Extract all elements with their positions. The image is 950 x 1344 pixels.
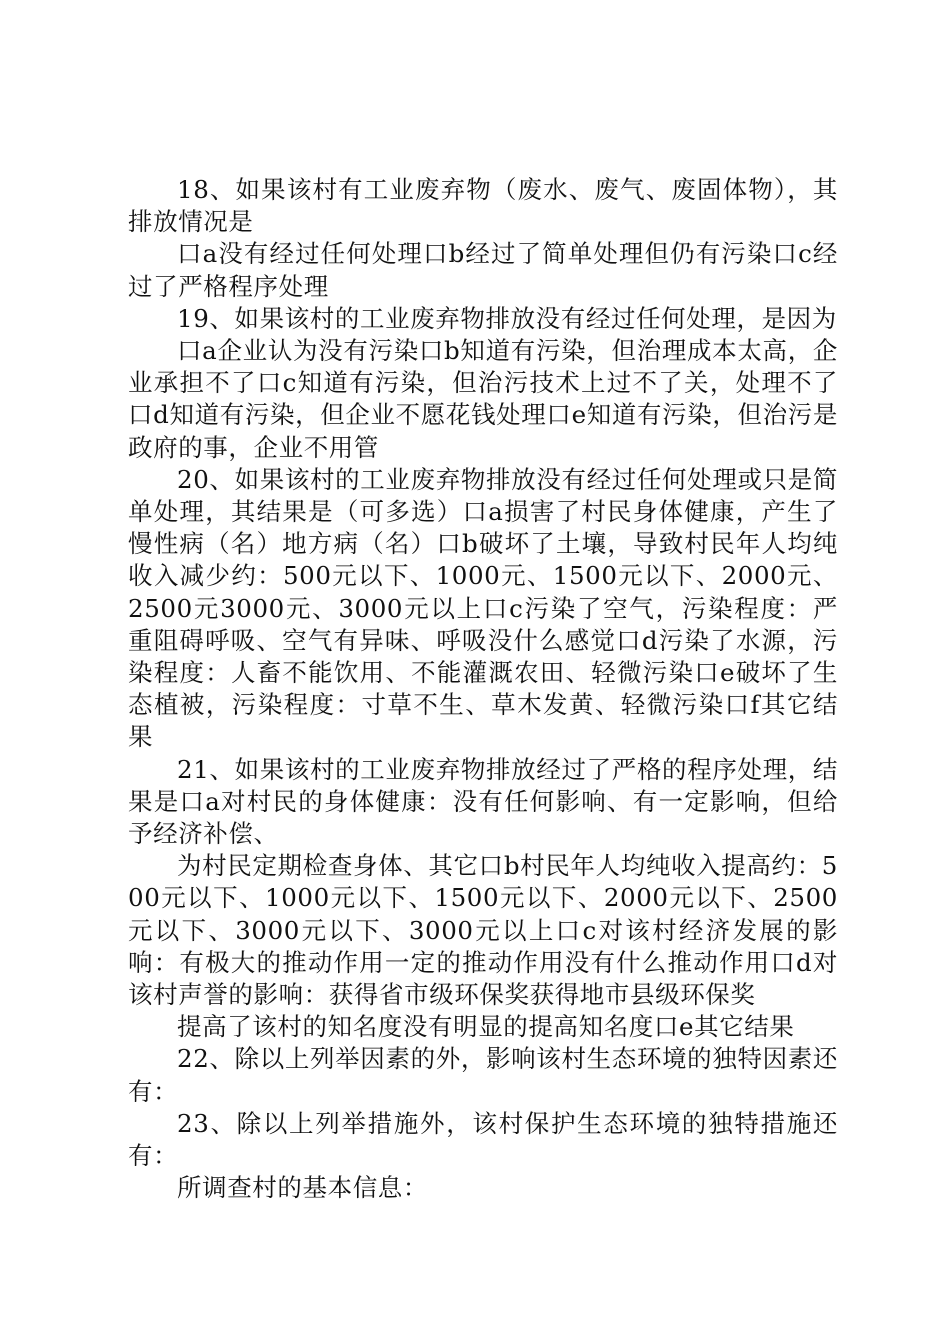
paragraph-basic-info: 所调查村的基本信息：: [177, 1173, 428, 1203]
paragraph-q18: 18、如果该村有工业废弃物（废水、废气、废固体物），其排放情况是: [128, 175, 838, 237]
paragraph-q21-continued: 为村民定期检查身体、其它口b村民年人均纯收入提高约：500元以下、1000元以下、1500元以下、2000元以下、2500元以下、3000元以下、3000元以上口c对该村经济发展的影响：有极大的推动作用一定的推动作用没有什么推动作用口d对该村声誉的影响：获得省市级环保奖获得地市县级环保奖: [128, 851, 838, 1010]
paragraph-q18-options: 口a没有经过任何处理口b经过了简单处理但仍有污染口c经过了严格程序处理: [128, 239, 838, 301]
paragraph-q19-options: 口a企业认为没有污染口b知道有污染，但治理成本太高，企业承担不了口c知道有污染，但治污技术上过不了关，处理不了口d知道有污染，但企业不愿花钱处理口e知道有污染，但治污是政府的事，企业不用管: [128, 336, 838, 462]
document-body: [128, 174, 838, 1205]
paragraph-q19: 19、如果该村的工业废弃物排放没有经过任何处理，是因为: [177, 303, 837, 333]
paragraph-q21-end: 提高了该村的知名度没有明显的提高知名度口e其它结果: [177, 1012, 795, 1042]
paragraph-q20: 20、如果该村的工业废弃物排放没有经过任何处理或只是简单处理，其结果是（可多选）口a损害了村民身体健康，产生了慢性病（名）地方病（名）口b破坏了土壤，导致村民年人均纯收入减少约：500元以下、1000元、1500元以下、2000元、2500元3000元、3000元以上口c污染了空气，污染程度：严重阻碍呼吸、空气有异味、呼吸没什么感觉口d污染了水源，污染程度：人畜不能饮用、不能灌溉农田、轻微污染口e破坏了生态植被，污染程度：寸草不生、草木发黄、轻微污染口f其它结果: [128, 464, 838, 752]
paragraph-q22: 22、除以上列举因素的外，影响该村生态环境的独特因素还有：: [128, 1044, 838, 1106]
paragraph-q21: 21、如果该村的工业废弃物排放经过了严格的程序处理，结果是口a对村民的身体健康：没有任何影响、有一定影响，但给予经济补偿、: [128, 754, 838, 849]
paragraph-q23: 23、除以上列举措施外，该村保护生态环境的独特措施还有：: [128, 1108, 838, 1171]
